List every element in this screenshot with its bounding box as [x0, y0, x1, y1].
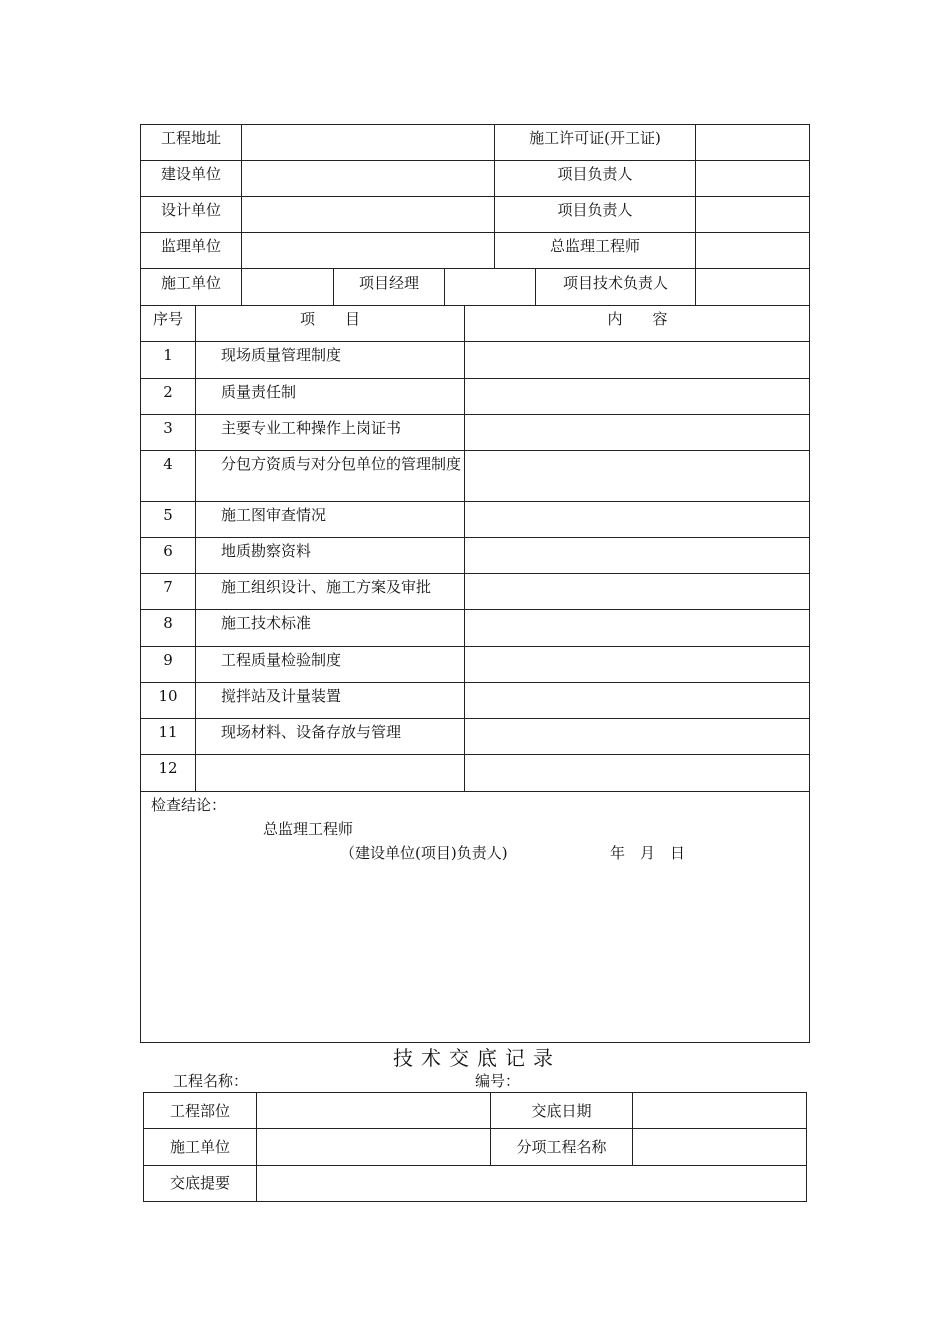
header-right-label: 总监理工程师	[549, 237, 640, 255]
tech-row-label: 交底提要	[169, 1174, 230, 1192]
row-number: 8	[163, 614, 173, 632]
row-divider	[140, 754, 810, 755]
header-middle-label: 项目经理	[358, 274, 419, 292]
tech-row-right-label: 分项工程名称	[516, 1138, 607, 1156]
col-divider	[256, 1092, 257, 1202]
tech-row-label: 施工单位	[169, 1138, 230, 1156]
row-item: 地质勘察资料	[221, 542, 312, 560]
row-number: 5	[163, 506, 173, 524]
header-label: 建设单位	[160, 165, 221, 183]
row-number: 11	[158, 723, 178, 741]
row-divider	[140, 414, 810, 415]
tech-row-label: 工程部位	[169, 1102, 230, 1120]
row-item: 施工技术标准	[221, 614, 312, 632]
row-item: 主要专业工种操作上岗证书	[221, 419, 402, 437]
row-item: 现场质量管理制度	[221, 346, 342, 364]
conclusion-date: 年 月 日	[610, 844, 686, 862]
conclusion-label: 检查结论：	[151, 796, 227, 814]
header-label: 工程地址	[160, 129, 221, 147]
col-divider	[695, 124, 696, 305]
row-number: 2	[163, 383, 173, 401]
row-divider	[140, 537, 810, 538]
header-label: 施工单位	[160, 274, 221, 292]
row-divider	[140, 791, 810, 792]
row-divider	[140, 378, 810, 379]
row-divider	[140, 501, 810, 502]
project-name-label: 工程名称：	[173, 1072, 249, 1090]
header-label: 设计单位	[160, 201, 221, 219]
col-divider	[632, 1092, 633, 1165]
row-divider	[140, 718, 810, 719]
row-divider	[140, 646, 810, 647]
row-item: 现场材料、设备存放与管理	[221, 723, 402, 741]
tech-row-right-label: 交底日期	[531, 1102, 592, 1120]
column-header-no: 序号	[152, 310, 183, 328]
row-divider	[140, 341, 810, 342]
row-number: 4	[163, 455, 173, 473]
row-item: 质量责任制	[221, 383, 297, 401]
row-item: 分包方资质与对分包单位的管理制度	[221, 455, 462, 473]
row-number: 12	[158, 759, 178, 777]
row-item: 工程质量检验制度	[221, 651, 342, 669]
header-right-label: 施工许可证(开工证)	[529, 129, 661, 147]
row-number: 6	[163, 542, 173, 560]
header-label: 监理单位	[160, 237, 221, 255]
col-divider	[444, 268, 445, 305]
row-item: 施工组织设计、施工方案及审批	[221, 578, 432, 596]
row-number: 9	[163, 651, 173, 669]
row-number: 10	[158, 687, 178, 705]
row-divider	[140, 305, 810, 306]
conclusion-signer-alt: （建设单位(项目)负责人)	[340, 844, 508, 862]
row-item: 施工图审查情况	[221, 506, 327, 524]
header-right-label: 项目技术负责人	[562, 274, 668, 292]
row-number: 7	[163, 578, 173, 596]
conclusion-signer: 总监理工程师	[263, 820, 354, 838]
row-number: 1	[163, 346, 173, 364]
header-right-label: 项目负责人	[557, 201, 633, 219]
row-divider	[140, 573, 810, 574]
row-divider	[140, 450, 810, 451]
row-divider	[140, 682, 810, 683]
col-divider	[241, 124, 242, 305]
row-divider	[143, 1128, 807, 1129]
row-item: 搅拌站及计量装置	[221, 687, 342, 705]
number-label: 编号：	[475, 1072, 521, 1090]
column-header-content: 内 容	[607, 310, 668, 328]
header-right-label: 项目负责人	[557, 165, 633, 183]
row-divider	[140, 609, 810, 610]
row-divider	[143, 1165, 807, 1166]
row-number: 3	[163, 419, 173, 437]
tech-record-title: 技术交底记录	[393, 1046, 561, 1070]
column-header-item: 项 目	[299, 310, 360, 328]
